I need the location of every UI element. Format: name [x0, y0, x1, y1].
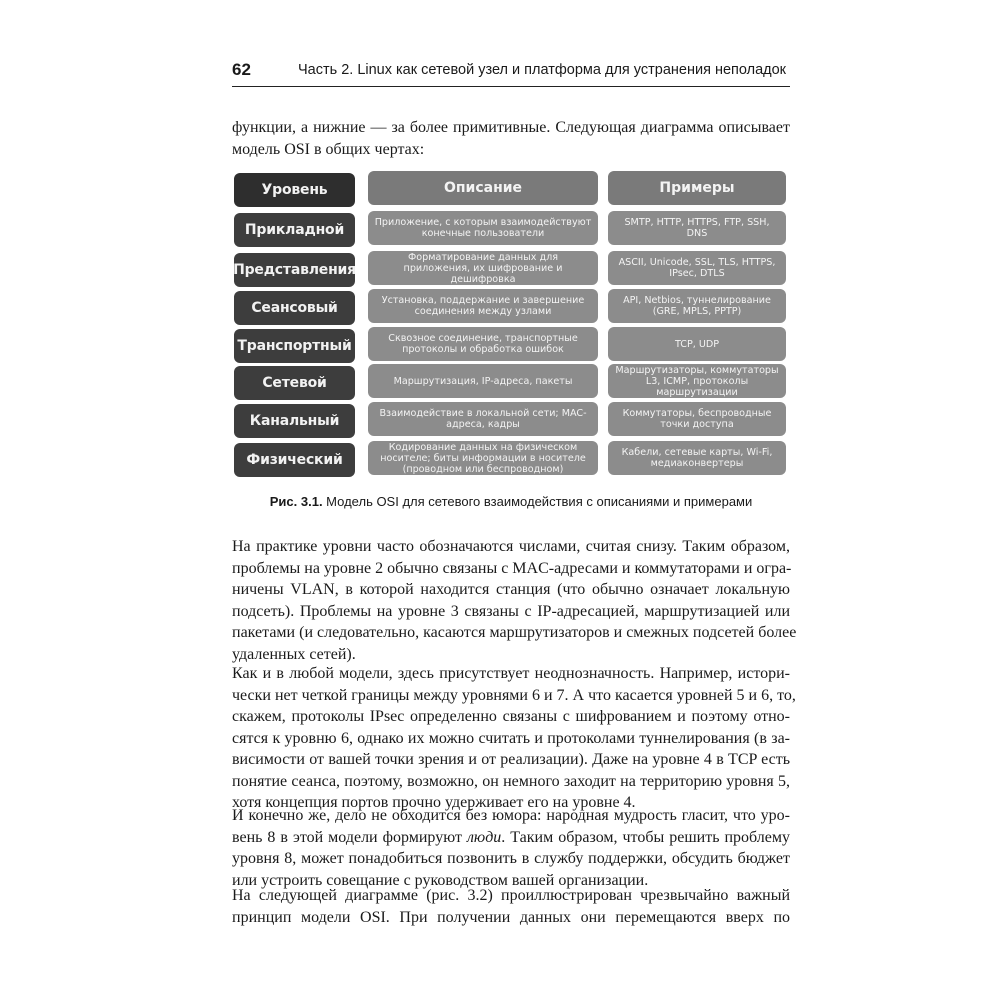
- text-line: [232, 827, 790, 849]
- header-level: Уровень: [234, 173, 355, 207]
- osi-model-diagram: [234, 171, 788, 481]
- examples-network: Маршрутизаторы, коммутаторы L3, ICMP, протоколы маршрутизации: [608, 364, 786, 398]
- header-description: Описание: [368, 171, 598, 205]
- description-presentation: Форматирование данных для приложения, их шифрование и дешифровка: [368, 251, 598, 285]
- description-transport: Сквозное соединение, транспортные протоколы и обработка ошибок: [368, 327, 598, 361]
- text-line: проблемы на уровне 2 обычно связаны с MAC-адресами и коммутаторами и огра-: [232, 559, 792, 577]
- text-line: хотя концепция портов прочно удерживает его на уровне 4.: [232, 794, 636, 811]
- text-line: висимости от вашей точки зрения и от реализации). Даже на уровне 4 в TCP есть: [232, 751, 790, 768]
- text-line: функции, а нижние — за более примитивные. Следующая диаграмма описывает: [232, 119, 790, 136]
- text-line: принцип модели OSI. При получении данных они перемещаются вверх по: [232, 908, 790, 926]
- text-line: Как и в любой модели, здесь присутствует неоднозначность. Например, истори-: [232, 665, 790, 682]
- text-line: чески нет четкой границы между уровнями 6 и 7. А что касается уровней 5 и 6, то,: [232, 686, 796, 704]
- paragraph-ambiguity: [232, 663, 796, 814]
- emphasis-text: люди: [466, 828, 502, 846]
- text-fragment: . Таким образом, чтобы решить проблему: [501, 828, 790, 846]
- header-examples: Примеры: [608, 171, 786, 205]
- text-line: понятие сеанса, поэтому, возможно, он немного заходит на территорию уровня 5,: [232, 772, 790, 790]
- text-line: пакетами (и следовательно, касаются маршрутизаторов и смежных подсетей более: [232, 624, 797, 641]
- examples-presentation: ASCII, Unicode, SSL, TLS, HTTPS, IPsec, DTLS: [608, 251, 786, 285]
- level-data-link: Канальный: [234, 404, 355, 438]
- examples-session: API, Netbios, туннелирование (GRE, MPLS, PPTP): [608, 289, 786, 323]
- text-line: На следующей диаграмме (рис. 3.2) проиллюстрирован чрезвычайно важный: [232, 887, 790, 904]
- text-line: удаленных сетей).: [232, 645, 356, 663]
- text-fragment: вень 8 в этой модели формируют: [232, 828, 467, 846]
- examples-data-link: Коммутаторы, беспроводные точки доступа: [608, 402, 786, 436]
- caption-label: Рис. 3.1.: [269, 494, 323, 509]
- level-network: Сетевой: [234, 366, 355, 400]
- intro-paragraph: [232, 117, 790, 160]
- figure-caption: [232, 494, 790, 509]
- description-network: Маршрутизация, IP-адреса, пакеты: [368, 364, 598, 398]
- paragraph-layer-8-humor: [232, 805, 790, 891]
- text-line: сятся к уровню 6, однако их можно считать и протоколами туннелирования (в за-: [232, 729, 790, 747]
- paragraph-layers-numbering: [232, 536, 797, 665]
- examples-transport: TCP, UDP: [608, 327, 786, 361]
- text-line: скажем, протоколы IPsec определенно связаны с шифрованием и поэтому отно-: [232, 708, 790, 725]
- chapter-title: Часть 2. Linux как сетевой узел и платформа для устранения неполадок: [298, 62, 787, 78]
- level-session: Сеансовый: [234, 291, 355, 325]
- text-line: На практике уровни часто обозначаются числами, считая снизу. Таким образом,: [232, 538, 790, 555]
- description-data-link: Взаимодействие в локальной сети; MAC-адреса, кадры: [368, 402, 598, 436]
- paragraph-next-diagram: [232, 885, 790, 928]
- text-line: И конечно же, дело не обходится без юмора: народная мудрость гласит, что уро-: [232, 807, 790, 824]
- caption-text: Модель OSI для сетевого взаимодействия с описаниями и примерами: [322, 494, 753, 509]
- text-line: или устроить совещание с руководством вашей организации.: [232, 871, 649, 889]
- text-line: подсеть). Проблемы на уровне 3 связаны с IP-адресацией, маршрутизацией или: [232, 602, 790, 620]
- level-transport: Транспортный: [234, 329, 355, 363]
- examples-physical: Кабели, сетевые карты, Wi-Fi, медиаконвертеры: [608, 441, 786, 475]
- level-application: Прикладной: [234, 213, 355, 247]
- description-application: Приложение, с которым взаимодействуют конечные пользователи: [368, 211, 598, 245]
- level-presentation: Представления: [234, 253, 355, 287]
- examples-application: SMTP, HTTP, HTTPS, FTP, SSH, DNS: [608, 211, 786, 245]
- description-physical: Кодирование данных на физическом носителе; биты информации в носителе (проводном или беспроводном): [368, 441, 598, 475]
- text-line: уровня 8, может понадобиться позвонить в службу поддержки, обсудить бюджет: [232, 850, 790, 867]
- description-session: Установка, поддержание и завершение соединения между узлами: [368, 289, 598, 323]
- text-line: ничены VLAN, в которой находится станция (что обычно означает локальную: [232, 581, 790, 598]
- level-physical: Физический: [234, 443, 355, 477]
- running-header: [232, 58, 790, 87]
- page-number: 62: [232, 60, 251, 79]
- text-line: модель OSI в общих чертах:: [232, 140, 425, 158]
